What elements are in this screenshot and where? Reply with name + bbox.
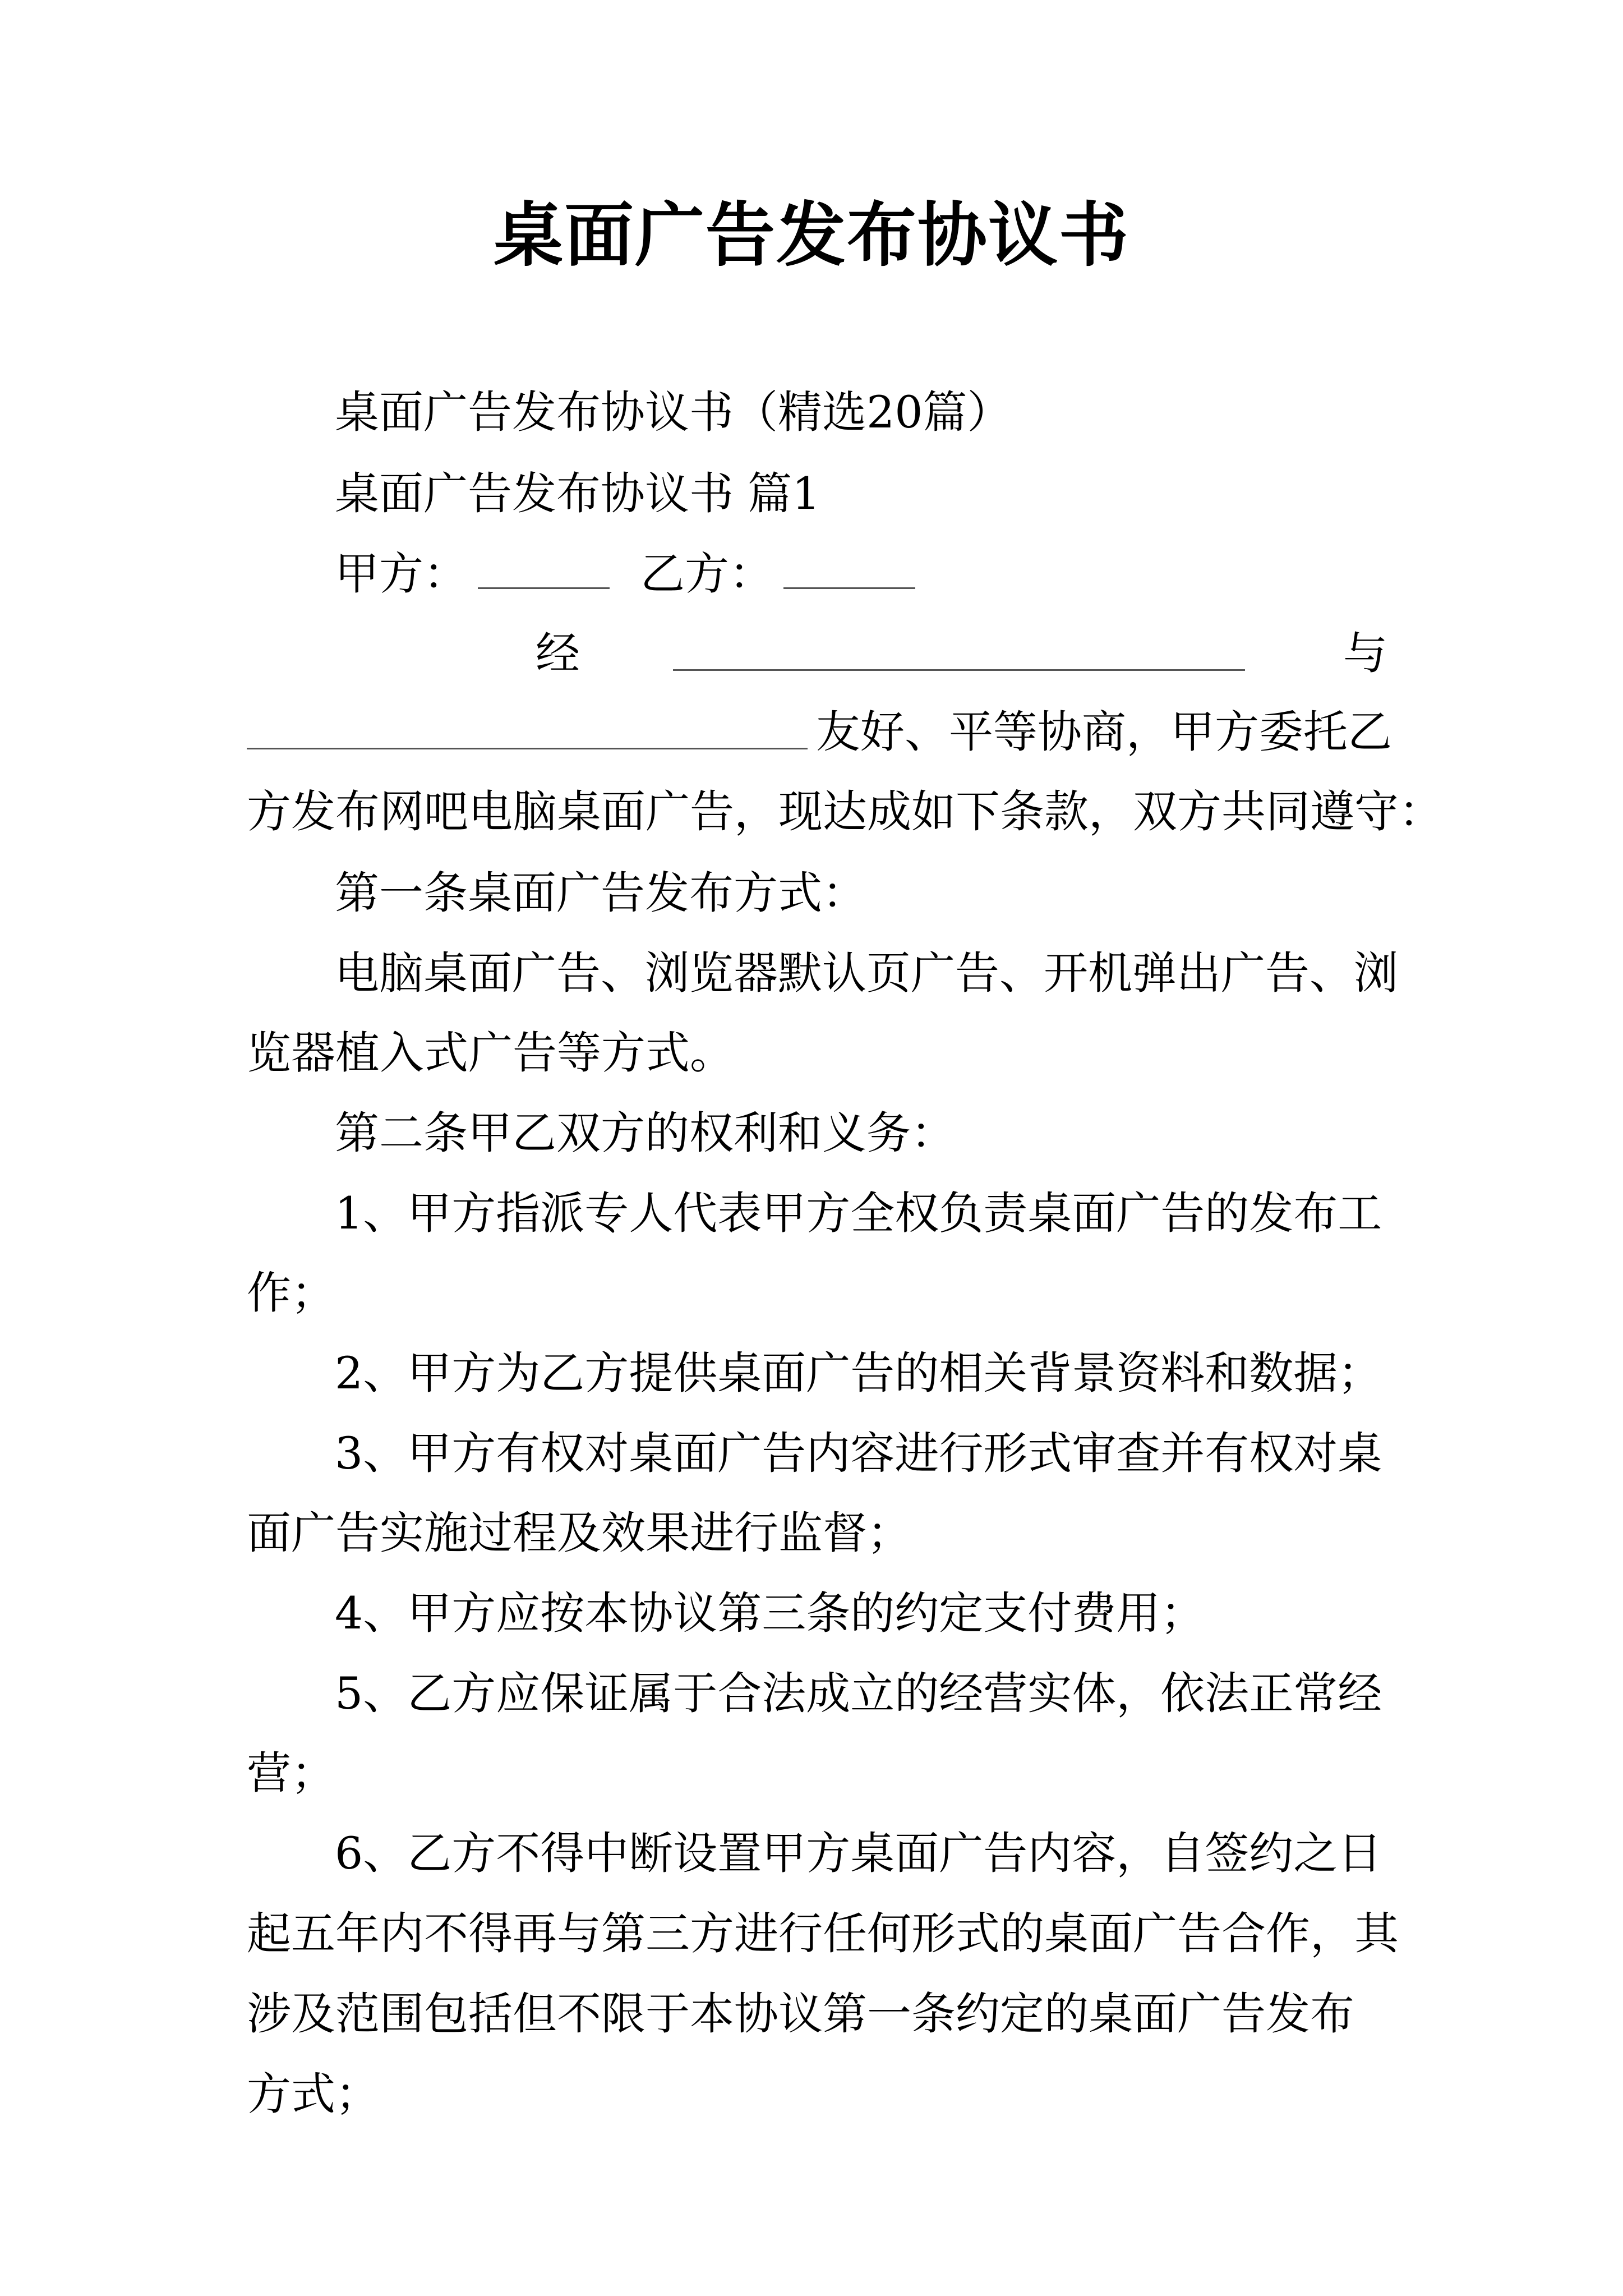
article-2-item-6-line-2: 起五年内不得再与第三方进行任何形式的桌面广告合作，其: [247, 1908, 1399, 1959]
intro-word-yu: 与: [1343, 628, 1387, 679]
intro-line-2-text: 友好、平等协商，甲方委托乙: [816, 706, 1392, 758]
parties-line: [335, 543, 915, 605]
article-2-item-2: 2、甲方为乙方提供桌面广告的相关背景资料和数据；: [335, 1347, 1382, 1399]
article-2-item-5-line-1: 5、乙方应保证属于合法成立的经营实体，依法正常经: [335, 1668, 1382, 1719]
article-2-item-5-line-2: 营；: [247, 1747, 335, 1799]
intro-line-3: 方发布网吧电脑桌面广告，现达成如下条款，双方共同遵守：: [247, 786, 1443, 838]
party-a-blank: [478, 587, 610, 589]
article-2-item-3-line-1: 3、甲方有权对桌面广告内容进行形式审查并有权对桌: [335, 1428, 1382, 1479]
article-2-item-4: 4、甲方应按本协议第三条的约定支付费用；: [335, 1588, 1205, 1639]
article-1-body-line-2: 览器植入式广告等方式。: [247, 1027, 734, 1079]
article-1-heading: 第一条桌面广告发布方式：: [335, 867, 866, 919]
article-2-item-1-line-1: 1、甲方指派专人代表甲方全权负责桌面广告的发布工: [335, 1188, 1382, 1239]
intro-blank-1: [673, 669, 1245, 671]
section-title: 桌面广告发布协议书 篇1: [335, 468, 820, 519]
article-2-heading: 第二条甲乙双方的权利和义务：: [335, 1107, 955, 1159]
article-1-body-line-1: 电脑桌面广告、浏览器默认页广告、开机弹出广告、浏: [335, 947, 1398, 999]
intro-word-jing: 经: [536, 628, 580, 679]
document-title: 桌面广告发布协议书: [493, 195, 1129, 276]
intro-blank-2: [247, 748, 808, 749]
article-2-item-6-line-1: 6、乙方不得中断设置甲方桌面广告内容，自签约之日: [335, 1828, 1382, 1879]
document-subtitle: 桌面广告发布协议书（精选20篇）: [335, 386, 1012, 438]
article-2-item-6-line-4: 方式；: [247, 2068, 380, 2120]
party-b-label: 乙方：: [640, 548, 773, 600]
article-2-item-6-line-3: 涉及范围包括但不限于本协议第一条约定的桌面广告发布: [247, 1988, 1354, 2040]
article-2-item-1-line-2: 作；: [247, 1267, 335, 1319]
party-b-blank: [783, 587, 915, 589]
article-2-item-3-line-2: 面广告实施过程及效果进行监督；: [247, 1507, 911, 1559]
party-a-label: 甲方：: [335, 548, 468, 600]
